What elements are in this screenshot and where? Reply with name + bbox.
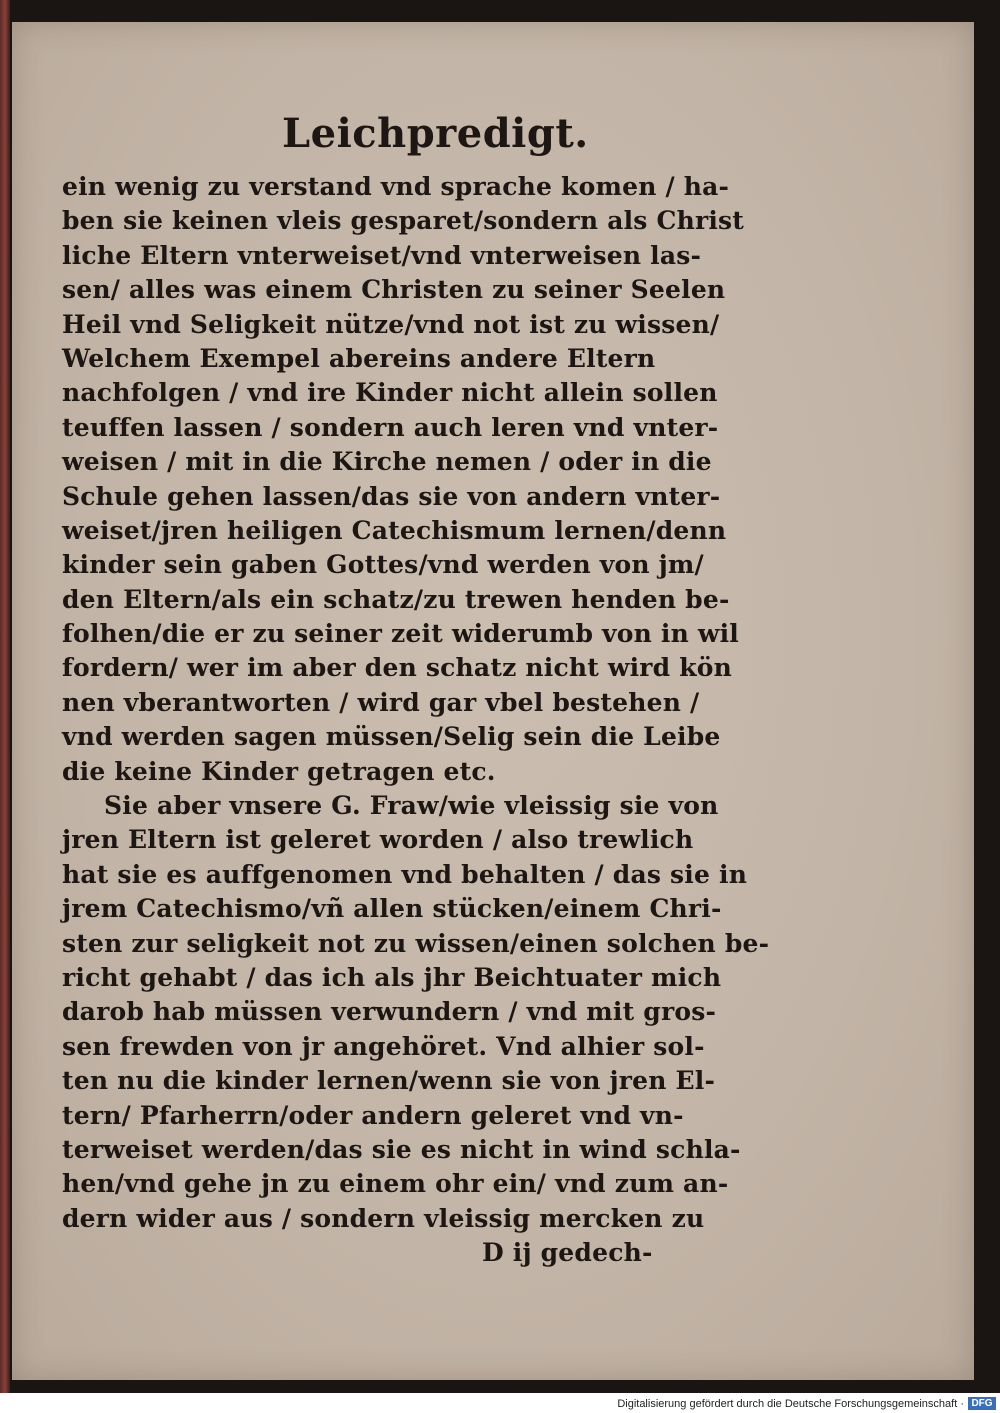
text-line: die keine Kinder getragen etc. xyxy=(62,756,496,786)
text-line: hat sie es auffgenomen vnd behalten / das sie in xyxy=(62,859,748,889)
text-line: terweiset werden/das sie es nicht in wind schla- xyxy=(62,1134,741,1164)
book-page xyxy=(12,22,974,1380)
text-line: Heil vnd Seligkeit nütze/vnd not ist zu wissen/ xyxy=(62,309,720,339)
book-edge xyxy=(0,0,10,1393)
text-line: ben sie keinen vleis gesparet/sondern als Christ xyxy=(62,206,745,236)
text-line: dern wider aus / sondern vleissig mercken zu xyxy=(62,1203,705,1233)
funding-notice: Digitalisierung gefördert durch die Deutsche Forschungsgemeinschaft · xyxy=(617,1398,964,1410)
text-line: sen frewden von jr angehöret. Vnd alhier sol- xyxy=(62,1031,705,1061)
text-line: teuffen lassen / sondern auch leren vnd vnter- xyxy=(62,412,719,442)
text-line: hen/vnd gehe jn zu einem ohr ein/ vnd zum an- xyxy=(62,1169,729,1199)
text-line: vnd werden sagen müssen/Selig sein die Leibe xyxy=(62,722,721,752)
text-line: darob hab müssen verwundern / vnd mit gros- xyxy=(62,997,717,1027)
text-line: sen/ alles was einem Christen zu seiner Seelen xyxy=(62,275,726,305)
text-line: jrem Catechismo/vñ allen stücken/einem Chri- xyxy=(62,894,722,924)
catchword-signature: D ij gedech- xyxy=(482,1238,653,1268)
text-block xyxy=(62,170,782,1271)
text-line: weisen / mit in die Kirche nemen / oder in die xyxy=(62,447,712,477)
text-line: ein wenig zu verstand vnd sprache komen / ha- xyxy=(62,172,730,201)
dfg-logo: DFG xyxy=(968,1397,996,1410)
text-line: kinder sein gaben Gottes/vnd werden von jm/ xyxy=(62,550,704,580)
text-line: ten nu die kinder lernen/wenn sie von jren El- xyxy=(62,1066,716,1096)
text-line: richt gehabt / das ich als jhr Beichtuater mich xyxy=(62,962,722,992)
text-line: jren Eltern ist geleret worden / also trewlich xyxy=(62,825,694,855)
text-line: nachfolgen / vnd ire Kinder nicht allein sollen xyxy=(62,378,718,408)
text-line: den Eltern/als ein schatz/zu trewen henden be- xyxy=(62,584,730,614)
paragraph-start-line: Sie aber vnsere G. Fraw/wie vleissig sie von xyxy=(104,791,719,821)
text-line: folhen/die er zu seiner zeit widerumb von in wil xyxy=(62,619,740,649)
text-line: liche Eltern vnterweiset/vnd vnterweisen las- xyxy=(62,240,702,270)
text-line: Welchem Exempel abereins andere Eltern xyxy=(62,343,656,373)
text-line: tern/ Pfarherrn/oder andern geleret vnd vn- xyxy=(62,1100,684,1130)
running-head: Leichpredigt. xyxy=(282,110,589,157)
text-line: fordern/ wer im aber den schatz nicht wird kön xyxy=(62,653,733,683)
text-line: weiset/jren heiligen Catechismum lernen/denn xyxy=(62,515,727,545)
text-line: Schule gehen lassen/das sie von andern vnter- xyxy=(62,481,721,511)
text-line: nen vberantworten / wird gar vbel bestehen / xyxy=(62,687,700,717)
text-line: sten zur seligkeit not zu wissen/einen solchen be- xyxy=(62,928,770,958)
